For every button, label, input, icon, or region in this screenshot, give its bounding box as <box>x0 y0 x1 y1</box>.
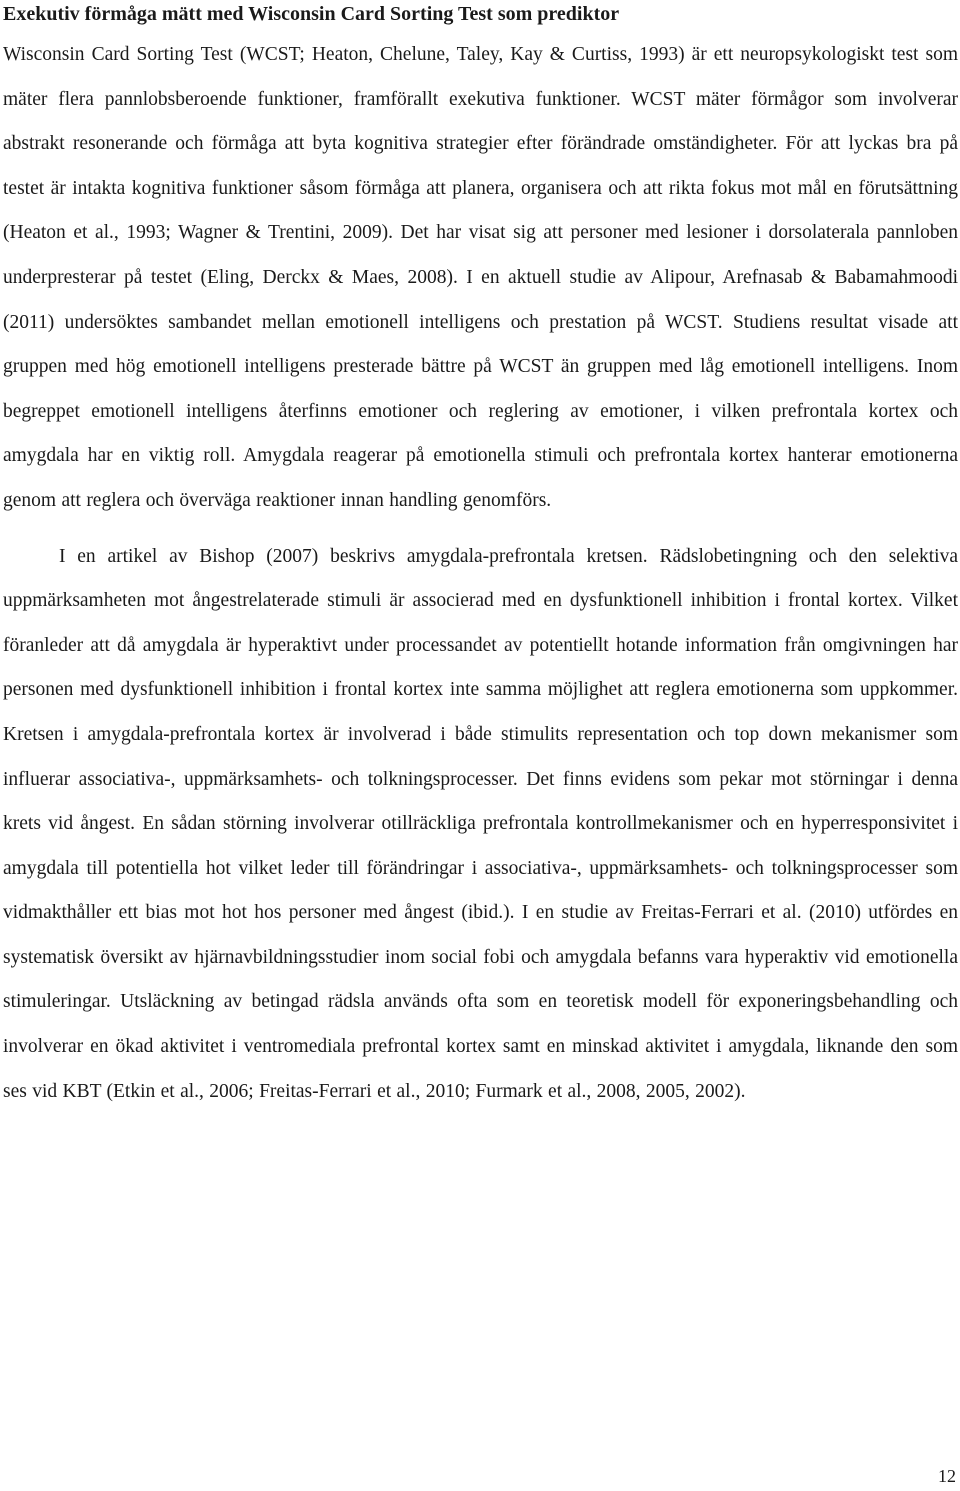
paragraph-wcst: Wisconsin Card Sorting Test (WCST; Heaton, Chelune, Taley, Kay & Curtiss, 1993) är ett neuropsykologiskt test som mäter flera pannlobsberoende funktioner, framförallt exekutiva funktioner. WCST mäter förmågor som involverar abstrakt resonerande och förmåga att byta kognitiva strategier efter förändrade omständigheter. För att lyckas bra på testet är intakta kognitiva funktioner såsom förmåga att planera, organisera och att rikta fokus mot mål en förutsättning (Heaton et al., 1993; Wagner & Trentini, 2009). Det har visat sig att personer med lesioner i dorsolaterala pannloben underpresterar på testet (Eling, Derckx & Maes, 2008). I en aktuell studie av Alipour, Arefnasab & Babamahmoodi (2011) undersöktes sambandet mellan emotionell intelligens och prestation på WCST. Studiens resultat visade att gruppen med hög emotionell intelligens presterade bättre på WCST än gruppen med låg emotionell intelligens. Inom begreppet emotionell intelligens återfinns emotioner och reglering av emotioner, i vilken prefrontala kortex och amygdala har en viktig roll. Amygdala reagerar på emotionella stimuli och prefrontala kortex hanterar emotionerna genom att reglera och överväga reaktioner innan handling genomförs. <box>3 44 958 511</box>
document-page <box>3 0 958 1114</box>
paragraph-amygdala: I en artikel av Bishop (2007) beskrivs amygdala-prefrontala kretsen. Rädslobetingning och den selektiva uppmärksamheten mot ångestrelaterade stimuli är associerad med en dysfunktionell inhibition i frontal kortex. Vilket föranleder att då amygdala är hyperaktivt under processandet av potentiellt hotande information från omgivningen har personen med dysfunktionell inhibition i frontal kortex inte samma möjlighet att reglera emotionerna som uppkommer. Kretsen i amygdala-prefrontala kortex är involverad i både stimulits representation och top down mekanismer som influerar associativa-, uppmärksamhets- och tolkningsprocesser. Det finns evidens som pekar mot störningar i denna krets vid ångest. En sådan störning involverar otillräckliga prefrontala kontrollmekanismer och en hyperresponsivitet i amygdala till potentiella hot vilket leder till förändringar i associativa-, uppmärksamhets- och tolkningsprocesser som vidmakthåller ett bias mot hot hos personer med ångest (ibid.). I en studie av Freitas-Ferrari et al. (2010) utfördes en systematisk översikt av hjärnavbildningsstudier inom social fobi och amygdala befanns vara hyperaktiv vid emotionella stimuleringar. Utsläckning av betingad rädsla används ofta som en teoretisk modell för exponeringsbehandling och involverar en ökad aktivitet i ventromediala prefrontal kortex samt en minskad aktivitet i amygdala, liknande den som ses vid KBT (Etkin et al., 2006; Freitas-Ferrari et al., 2010; Furmark et al., 2008, 2005, 2002). <box>3 545 958 1102</box>
section-heading: Exekutiv förmåga mätt med Wisconsin Card Sorting Test som prediktor <box>3 3 620 25</box>
page-number: 12 <box>938 1466 956 1486</box>
